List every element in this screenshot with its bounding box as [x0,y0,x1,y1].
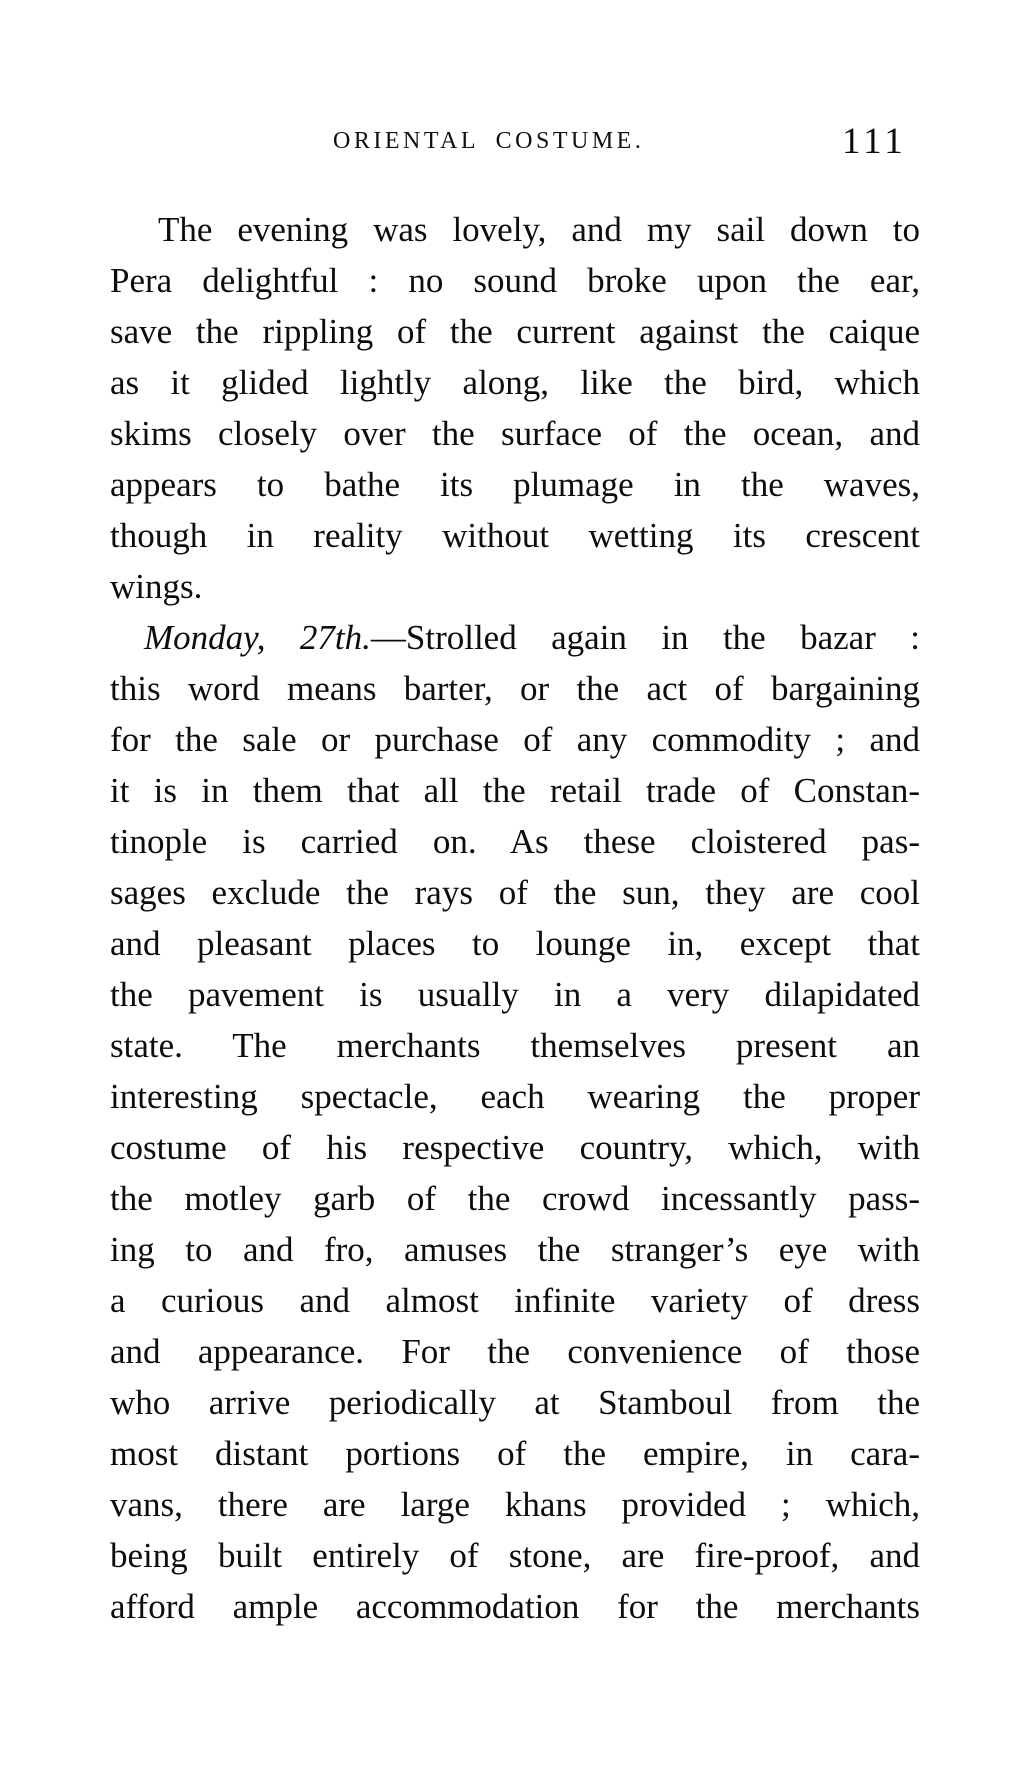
text-line: who arrive periodically at Stamboul from the [110,1383,920,1422]
text-line: being built entirely of stone, are fire-proof, and [110,1536,920,1575]
text-line: afford ample accommodation for the merchants [110,1587,920,1626]
text-line: vans, there are large khans provided ; which, [110,1485,920,1524]
text-line: this word means barter, or the act of bargaining [110,669,920,708]
text-line: wings. [110,567,203,606]
text-line: Pera delightful : no sound broke upon the ear, [110,261,920,300]
text-line: and pleasant places to lounge in, except that [110,924,920,963]
text-line: most distant portions of the empire, in cara- [110,1434,920,1473]
text-line: sages exclude the rays of the sun, they are cool [110,873,920,912]
text-line: the motley garb of the crowd incessantly pass- [110,1179,920,1218]
text-line: for the sale or purchase of any commodity ; and [110,720,920,759]
text-line: the pavement is usually in a very dilapidated [110,975,920,1014]
running-title: ORIENTAL COSTUME. [333,128,645,154]
text-line: skims closely over the surface of the ocean, and [110,414,920,453]
lead-line-rest: —Strolled again in the bazar : [370,618,920,657]
text-line: it is in them that all the retail trade of Constan- [110,771,920,810]
paragraph-1 [110,204,920,612]
paragraph-2 [110,612,920,1632]
text-line: ing to and fro, amuses the stranger’s eye with [110,1230,920,1269]
text-line: save the rippling of the current against the caique [110,312,920,351]
text-line: and appearance. For the convenience of those [110,1332,920,1371]
text-line [110,612,920,663]
text-line: interesting spectacle, each wearing the proper [110,1077,920,1116]
text-line: tinople is carried on. As these cloistered pas- [110,822,920,861]
text-line: The evening was lovely, and my sail down to [158,210,920,249]
page-body [110,204,920,1632]
text-line: a curious and almost infinite variety of dress [110,1281,920,1320]
text-line: as it glided lightly along, like the bird, which [110,363,920,402]
text-line: costume of his respective country, which, with [110,1128,920,1167]
text-line: though in reality without wetting its crescent [110,516,920,555]
journal-date-italic: Monday, 27th. [144,618,371,657]
text-line: state. The merchants themselves present an [110,1026,920,1065]
page-number: 111 [842,121,907,162]
text-line: appears to bathe its plumage in the waves, [110,465,920,504]
